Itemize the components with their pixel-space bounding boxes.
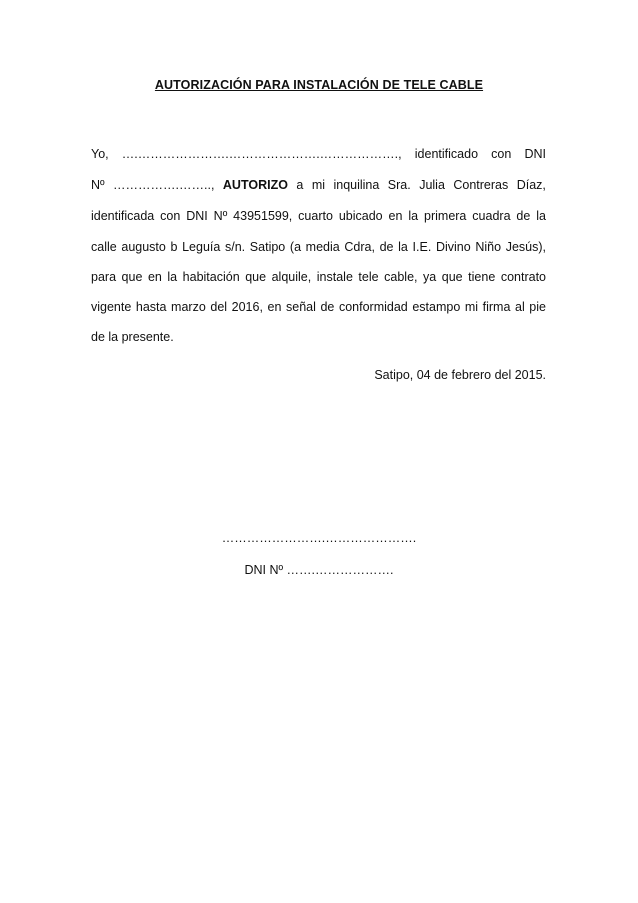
- word: mi: [311, 178, 326, 192]
- word: Contreras: [453, 178, 509, 192]
- word: identificado: [414, 147, 479, 161]
- paragraph-line-7: de la presente.: [91, 330, 174, 344]
- word: Sra.: [387, 178, 411, 192]
- document-title: AUTORIZACIÓN PARA INSTALACIÓN DE TELE CABLE: [154, 78, 484, 92]
- paragraph-line-1: [91, 147, 546, 162]
- word: Julia: [419, 178, 445, 192]
- signature-line: …………………….………………….: [221, 531, 417, 545]
- word: inquilina: [333, 178, 380, 192]
- word: Díaz,: [516, 178, 546, 192]
- word: con: [491, 147, 512, 161]
- name-blank: ….………………….………………….……………….,: [121, 147, 402, 161]
- paragraph-line-2: [91, 178, 546, 193]
- paragraph-line-6: vigente hasta marzo del 2016, en señal de conformidad estampo mi firma al pie: [91, 300, 546, 314]
- signature-dni: DNI Nº …….……………….: [244, 563, 394, 577]
- paragraph-line-3: identificada con DNI Nº 43951599, cuarto ubicado en la primera cuadra de la: [91, 209, 546, 223]
- word: Nº: [91, 178, 105, 192]
- paragraph-line-4: calle augusto b Leguía s/n. Satipo (a media Cdra, de la I.E. Divino Niño Jesús),: [91, 240, 546, 254]
- word: a: [296, 178, 304, 192]
- paragraph-line-5: para que en la habitación que alquile, instale tele cable, ya que tiene contrato: [91, 270, 546, 284]
- dni-blank: …………….……..,: [113, 178, 215, 192]
- word: DNI: [524, 147, 546, 161]
- autorizo-word: AUTORIZO: [222, 178, 288, 192]
- word: Yo,: [91, 147, 109, 161]
- date-line: Satipo, 04 de febrero del 2015.: [374, 368, 546, 382]
